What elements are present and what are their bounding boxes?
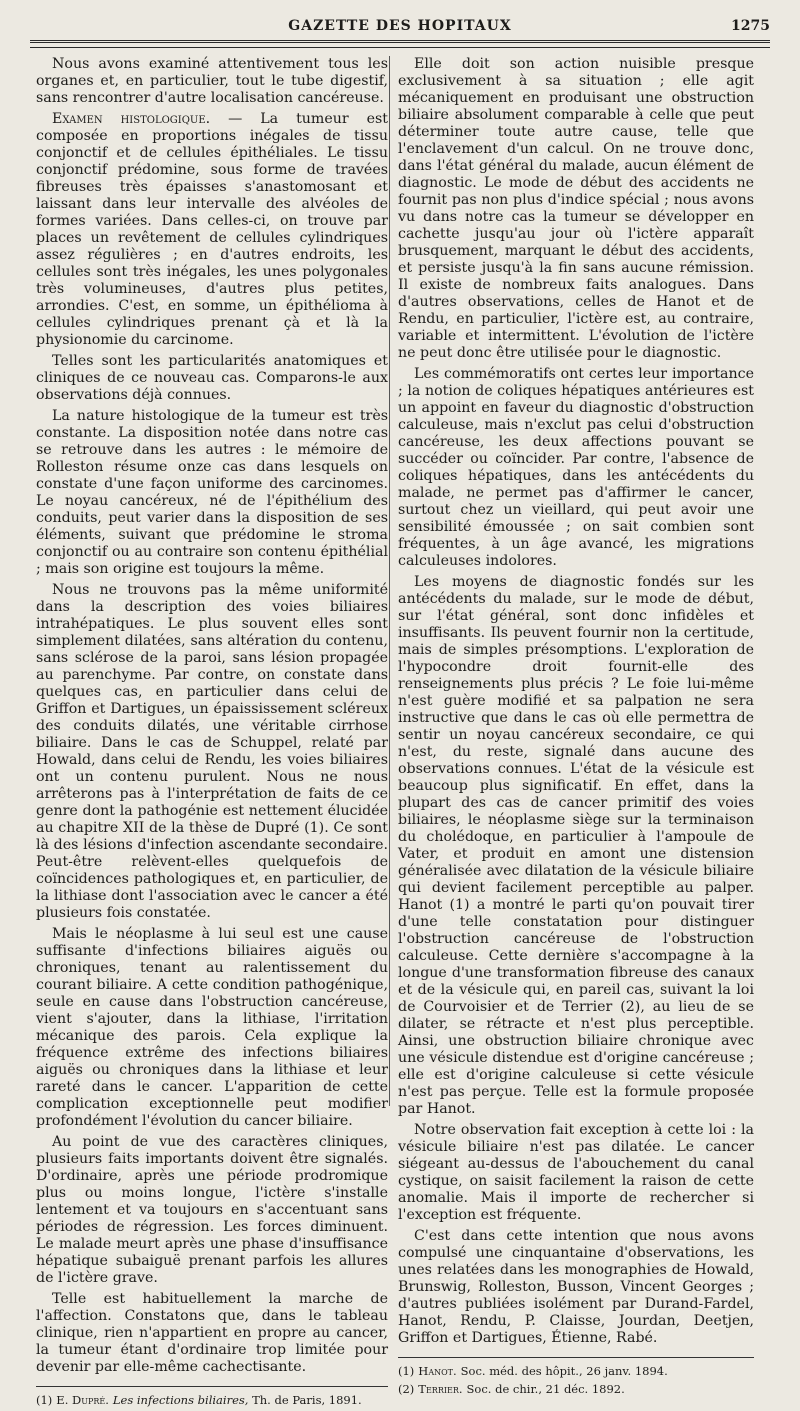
paragraph: Notre observation fait exception à cette loi : la vésicule biliaire n'est pas dilatée. Le cancer siégeant au-dessus de l'abouchement du canal cystique, on saisit facilement la raison de cette anomalie. Mais il importe de rechercher si l'exception est fréquente. [398, 1122, 754, 1223]
paragraph: Nous ne trouvons pas la même uniformité dans la description des voies biliaires intrahépatiques. Le plus souvent elles sont simplement dilatées, sans altération du contenu, sans sclérose de la paroi, sans lésion propagée au parenchyme. Par contre, on constate dans quelques cas, en particulier dans celui de Griffon et Dartigues, un épaississement scléreux des conduits dilatés, une véritable cirrhose biliaire. Dans le cas de Schuppel, relaté par Howald, dans celui de Rendu, les voies biliaires ont un contenu purulent. Nous ne nous arrêterons pas à l'interprétation de faits de ce genre dont la pathogénie est nettement élucidée au chapitre XII de la thèse de Dupré (1). Ce sont là des lésions d'infection ascendante secondaire. Peut-être relèvent-elles quelquefois de coïncidences pathologiques et, en particulier, de la lithiase dont l'association avec le cancer a été plusieurs fois constatée. [36, 582, 388, 921]
footnote-label: (1) [398, 1364, 415, 1378]
footnote-label: (1) [36, 1393, 53, 1407]
footnote [398, 1382, 754, 1396]
page-number: 1275 [731, 18, 770, 34]
section-label: Examen histologique. [52, 111, 211, 127]
header-rule-thin [30, 47, 770, 48]
footnote-title: Les infections biliaires, [112, 1393, 249, 1407]
paragraph: Les moyens de diagnostic fondés sur les antécédents du malade, sur le mode de début, sur l'état général, sont donc infidèles et insuffisants. Ils peuvent fournir non la certitude, mais de simples présomptions. L'exploration de l'hypocondre droit fournit-elle des renseignements plus précis ? Le foie lui-même n'est guère modifié et sa palpation ne sera instructive que dans le cas où elle permettra de sentir un noyau cancéreux secondaire, ce qui n'est, du reste, signalé dans aucune des observations connues. L'état de la vésicule est beaucoup plus significatif. En effet, dans la plupart des cas de cancer primitif des voies biliaires, le néoplasme siège sur la terminaison du cholédoque, en particulier à l'ampoule de Vater, et produit en amont une distension généralisée avec dilatation de la vésicule biliaire qui devient facilement perceptible au palper. Hanot (1) a montré le parti qu'on pouvait tirer d'une telle constatation pour distinguer l'obstruction cancéreuse de l'obstruction calculeuse. Cette dernière s'accompagne à la longue d'une transformation fibreuse des canaux et de la vésicule qui, en pareil cas, suivant la loi de Courvoisier et de Terrier (2), au lieu de se dilater, se rétracte et n'est plus perceptible. Ainsi, une obstruction biliaire chronique avec une vésicule distendue est d'origine cancéreuse ; elle est d'origine calculeuse si cette vésicule n'est pas perçue. Telle est la formule proposée par Hanot. [398, 574, 754, 1117]
paragraph: Telle est habituellement la marche de l'affection. Constatons que, dans le tableau clinique, rien n'appartient en propre au cancer, la tumeur étant d'ordinaire trop limitée pour devenir par elle-même cachectisante. [36, 1291, 388, 1375]
footnote-rule [398, 1357, 754, 1358]
journal-title: GAZETTE DES HOPITAUX [288, 18, 512, 34]
paragraph: C'est dans cette intention que nous avons compulsé une cinquantaine d'observations, les unes relatées dans les monographies de Howald, Brunswig, Rolleston, Busson, Vincent Georges ; d'autres publiées isolément par Durand-Fardel, Hanot, Rendu, P. Claisse, Jourdan, Deetjen, Griffon et Dartigues, Étienne, Rabé. [398, 1228, 754, 1346]
left-column [36, 56, 388, 1411]
paragraph: Au point de vue des caractères cliniques, plusieurs faits importants doivent être signalés. D'ordinaire, après une période prodromique plus ou moins longue, l'ictère s'installe lentement et va toujours en s'accentuant sans périodes de régression. Les forces diminuent. Le malade meurt après une phase d'insuffisance hépatique subaiguë prenant parfois les allures de l'ictère grave. [36, 1134, 388, 1286]
paragraph: Nous avons examiné attentivement tous les organes et, en particulier, tout le tube digestif, sans rencontrer d'autre localisation cancéreuse. [36, 56, 388, 106]
header-rule [30, 40, 770, 43]
footnote-rule [36, 1386, 388, 1387]
paragraph [36, 111, 388, 349]
paragraph-text: — La tumeur est composée en proportions inégales de tissu conjonctif et de cellules épithéliales. Le tissu conjonctif prédomine, sous forme de travées fibreuses très épaisses s'anastomosant et laissant dans leur intervalle des alvéoles de formes variées. Dans celles-ci, on trouve par places un revêtement de cellules cylindriques assez régulières ; en d'autres endroits, les cellules sont très inégales, les unes polygonales très volumineuses, d'autres plus petites, arrondies. C'est, en somme, un épithélioma à cellules cylindriques prenant çà et là la physionomie du carcinome. [36, 111, 389, 348]
paragraph: Les commémoratifs ont certes leur importance ; la notion de coliques hépatiques antérieures est un appoint en faveur du diagnostic d'obstruction calculeuse, mais n'exclut pas celui d'obstruction cancéreuse, les deux affections pouvant se succéder ou coïncider. Par contre, l'absence de coliques hépatiques, dans les antécédents du malade, ne permet pas d'affirmer le cancer, surtout chez un vieillard, qui peut avoir une sensibilité émoussée ; on sait combien sont fréquentes, à un âge avancé, les migrations calculeuses indolores. [398, 366, 754, 569]
paragraph: Elle doit son action nuisible presque exclusivement à sa situation ; elle agit mécaniquement en produisant une obstruction biliaire absolument comparable à celle que peut déterminer toute autre cause, telle que l'enclavement d'un calcul. On ne trouve donc, dans l'état général du malade, aucun élément de diagnostic. Le mode de début des accidents ne fournit pas non plus d'indice spécial ; nous avons vu dans notre cas la tumeur se développer en cachette jusqu'au jour où l'ictère apparaît brusquement, marquant le début des accidents, et persiste jusqu'à la fin sans aucune rémission. Il existe de nombreux faits analogues. Dans d'autres observations, celles de Hanot et de Rendu, en particulier, l'ictère est, au contraire, variable et intermittent. L'évolution de l'ictère ne peut donc être utilisée pour le diagnostic. [398, 56, 754, 361]
paragraph: Telles sont les particularités anatomiques et cliniques de ce nouveau cas. Comparons-le aux observations déjà connues. [36, 353, 388, 403]
footnote-label: (2) [398, 1382, 415, 1396]
footnote [398, 1364, 754, 1378]
footnote [36, 1393, 388, 1407]
paragraph: Mais le néoplasme à lui seul est une cause suffisante d'infections biliaires aiguës ou chroniques, tenant au ralentissement du courant biliaire. A cette condition pathogénique, seule en cause dans l'obstruction cancéreuse, vient s'ajouter, dans la lithiase, l'irritation mécanique des parois. Cela explique la fréquence extrême des infections biliaires aiguës ou chroniques dans la lithiase et leur rareté dans le cancer. L'apparition de cette complication exceptionnelle peut modifier profondément l'évolution du cancer biliaire. [36, 926, 388, 1129]
paragraph: La nature histologique de la tumeur est très constante. La disposition notée dans notre cas se retrouve dans les autres : le mémoire de Rolleston résume onze cas dans lesquels on constate d'une façon uniforme des carcinomes. Le noyau cancéreux, né de l'épithélium des conduits, peut varier dans la disposition de ses éléments, suivant que prédomine le stroma conjonctif ou au contraire son contenu épithélial ; mais son origine est toujours la même. [36, 408, 388, 577]
footnote-source: Th. de Paris, 1891. [252, 1393, 362, 1407]
footnote-author: Terrier. [418, 1382, 463, 1396]
footnote-source: Soc. méd. des hôpit., 26 janv. 1894. [460, 1364, 668, 1378]
footnote-author: E. Dupré. [56, 1393, 109, 1407]
page-header [30, 14, 770, 40]
column-divider [389, 56, 390, 1106]
footnote-author: Hanot. [418, 1364, 457, 1378]
footnote-source: Soc. de chir., 21 déc. 1892. [466, 1382, 625, 1396]
right-column [398, 56, 754, 1400]
